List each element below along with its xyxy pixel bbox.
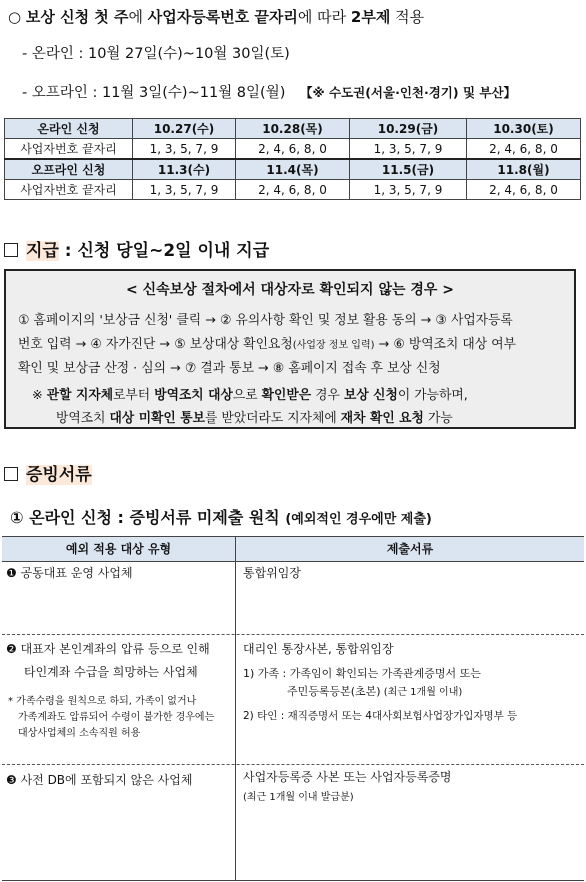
offline-label: 오프라인 신청	[5, 159, 133, 180]
row1-docs: 통합위임장	[243, 566, 301, 580]
col-header-docs: 제출서류	[236, 536, 584, 562]
note-text: 가능	[423, 411, 453, 426]
intro-bullet: ○	[8, 8, 22, 26]
note-bold: 관할 지자체	[46, 388, 114, 403]
online-docs-title-text: ① 온라인 신청 : 증빙서류 미제출 원칙	[10, 508, 280, 527]
documents-heading	[4, 460, 92, 485]
digits-value: 1, 3, 5, 7, 9	[133, 180, 236, 200]
note-text: 으로	[232, 388, 262, 403]
checkbox-square-icon	[4, 467, 18, 481]
offline-date: 11.8(월)	[467, 159, 581, 180]
offline-period-text: - 오프라인 : 11월 3일(수)~11월 8일(월)	[22, 85, 286, 101]
row2-type-line: ❷ 대표자 본인계좌의 압류 등으로 인해	[6, 642, 210, 656]
intro-title-part5: 2부제	[350, 8, 391, 26]
digits-value: 2, 4, 6, 8, 0	[467, 180, 581, 200]
row2-type-line: 타인계좌 수급을 희망하는 사업체	[24, 665, 198, 679]
offline-date: 11.5(금)	[350, 159, 467, 180]
offline-region-note: 【※ 수도권(서울·인천·경기) 및 부산】	[299, 85, 517, 100]
intro-title-part3: 사업자등록번호 끝자리	[147, 8, 298, 26]
documents-label: 증빙서류	[26, 465, 92, 485]
row2-note-line: 가족계좌도 압류되어 수령이 불가한 경우에는	[18, 712, 215, 723]
notice-step-line: ① 홈페이지의 '보상금 신청' 클릭 → ② 유의사항 확인 및 정보 활용 동의 → ③ 사업자등록	[18, 313, 513, 328]
row2-docs-sub: 1) 가족 : 가족임이 확인되는 가족관계증명서 또는	[243, 667, 481, 680]
online-docs-title	[10, 505, 432, 528]
offline-date: 11.4(목)	[236, 159, 350, 180]
note-bold: 확인받은	[261, 388, 312, 403]
table-row	[5, 119, 581, 139]
schedule-table	[4, 118, 581, 200]
row3-docs: 사업자등록증 사본 또는 사업자등록증명	[243, 770, 452, 784]
online-docs-subtitle: (예외적인 경우에만 제출)	[285, 512, 432, 527]
notice-title: < 신속보상 절차에서 대상자로 확인되지 않는 경우 >	[125, 282, 455, 298]
row-divider	[2, 634, 584, 635]
col-header-type: 예외 적용 대상 유형	[2, 536, 235, 562]
row3-docs-note: (최근 1개월 이내 발급분)	[243, 792, 354, 803]
digits-value: 2, 4, 6, 8, 0	[236, 139, 350, 160]
online-date: 10.30(토)	[467, 119, 581, 139]
online-label: 온라인 신청	[5, 119, 133, 139]
row-divider	[2, 764, 584, 765]
intro-title-part2: 에	[128, 8, 148, 26]
notice-note-line	[32, 384, 468, 403]
offline-period	[22, 81, 516, 102]
digits-value: 1, 3, 5, 7, 9	[350, 180, 467, 200]
note-text: 이 가능하며,	[397, 388, 468, 403]
online-date: 10.29(금)	[350, 119, 467, 139]
offline-date: 11.3(수)	[133, 159, 236, 180]
intro-title	[8, 6, 424, 27]
digits-value: 2, 4, 6, 8, 0	[236, 180, 350, 200]
notice-step-line	[18, 333, 516, 352]
exceptions-table	[2, 536, 584, 881]
checkbox-square-icon	[4, 243, 18, 257]
note-text: 경우	[311, 388, 344, 403]
row2-docs-sub-text: 주민등록등본(초본)	[287, 685, 381, 698]
note-text: 를 받았더라도 지자체에	[204, 411, 341, 426]
intro-title-part6: 적용	[390, 8, 425, 26]
payment-label: 지급	[26, 241, 59, 261]
table-row	[5, 159, 581, 180]
payment-heading	[4, 236, 269, 261]
table-row	[5, 139, 581, 160]
digits-value: 2, 4, 6, 8, 0	[467, 139, 581, 160]
note-bold: 방역조치 대상	[154, 388, 233, 403]
note-bold: 대상 미확인 통보	[109, 411, 205, 426]
column-divider	[235, 536, 236, 881]
row2-docs: 대리인 통장사본, 통합위임장	[243, 642, 394, 656]
note-text: 로부터	[113, 388, 155, 403]
payment-text: : 신청 당일~2일 이내 지급	[58, 241, 270, 261]
intro-title-part4: 에 따라	[297, 8, 351, 26]
note-text: ※	[32, 388, 47, 403]
online-period: - 온라인 : 10월 27일(수)~10월 30일(토)	[22, 46, 290, 62]
digits-label: 사업자번호 끝자리	[5, 180, 133, 200]
notice-box	[4, 269, 576, 429]
note-text: 방역조치	[56, 411, 110, 426]
table-row	[5, 180, 581, 200]
step-line2-c: → ⑥ 방역조치 대상 여부	[374, 337, 516, 352]
step-line2-a: 번호 입력 → ④ 자가진단 → ⑤ 보상대상 확인요청	[18, 337, 293, 352]
digits-value: 1, 3, 5, 7, 9	[350, 139, 467, 160]
step-line2-b: (사업장 정보 입력)	[292, 340, 375, 351]
row3-type: ❸ 사전 DB에 포함되지 않은 사업체	[6, 773, 193, 787]
online-date: 10.28(목)	[236, 119, 350, 139]
table-bottom-border	[2, 880, 584, 881]
intro-title-part1: 보상 신청 첫 주	[25, 8, 129, 26]
digits-label: 사업자번호 끝자리	[5, 139, 133, 160]
digits-value: 1, 3, 5, 7, 9	[133, 139, 236, 160]
row2-note-line: 대상사업체의 소속직원 허용	[18, 728, 141, 739]
note-bold: 보상 신청	[343, 388, 398, 403]
notice-note-line	[56, 407, 453, 426]
online-date: 10.27(수)	[133, 119, 236, 139]
note-bold: 재차 확인 요청	[340, 411, 424, 426]
row2-docs-sub: 2) 타인 : 재직증명서 또는 4대사회보험사업장가입자명부 등	[243, 710, 518, 722]
row2-docs-sub	[287, 683, 462, 699]
row1-type: ❶ 공동대표 운영 사업체	[6, 566, 133, 580]
notice-step-line: 확인 및 보상금 산정 · 심의 → ⑦ 결과 통보 → ⑧ 홈페이지 접속 후 보상 신청	[18, 361, 441, 376]
row2-note-line: * 가족수령을 원칙으로 하되, 가족이 없거나	[8, 696, 197, 707]
row2-docs-sub-note: (최근 1개월 이내)	[380, 687, 463, 698]
